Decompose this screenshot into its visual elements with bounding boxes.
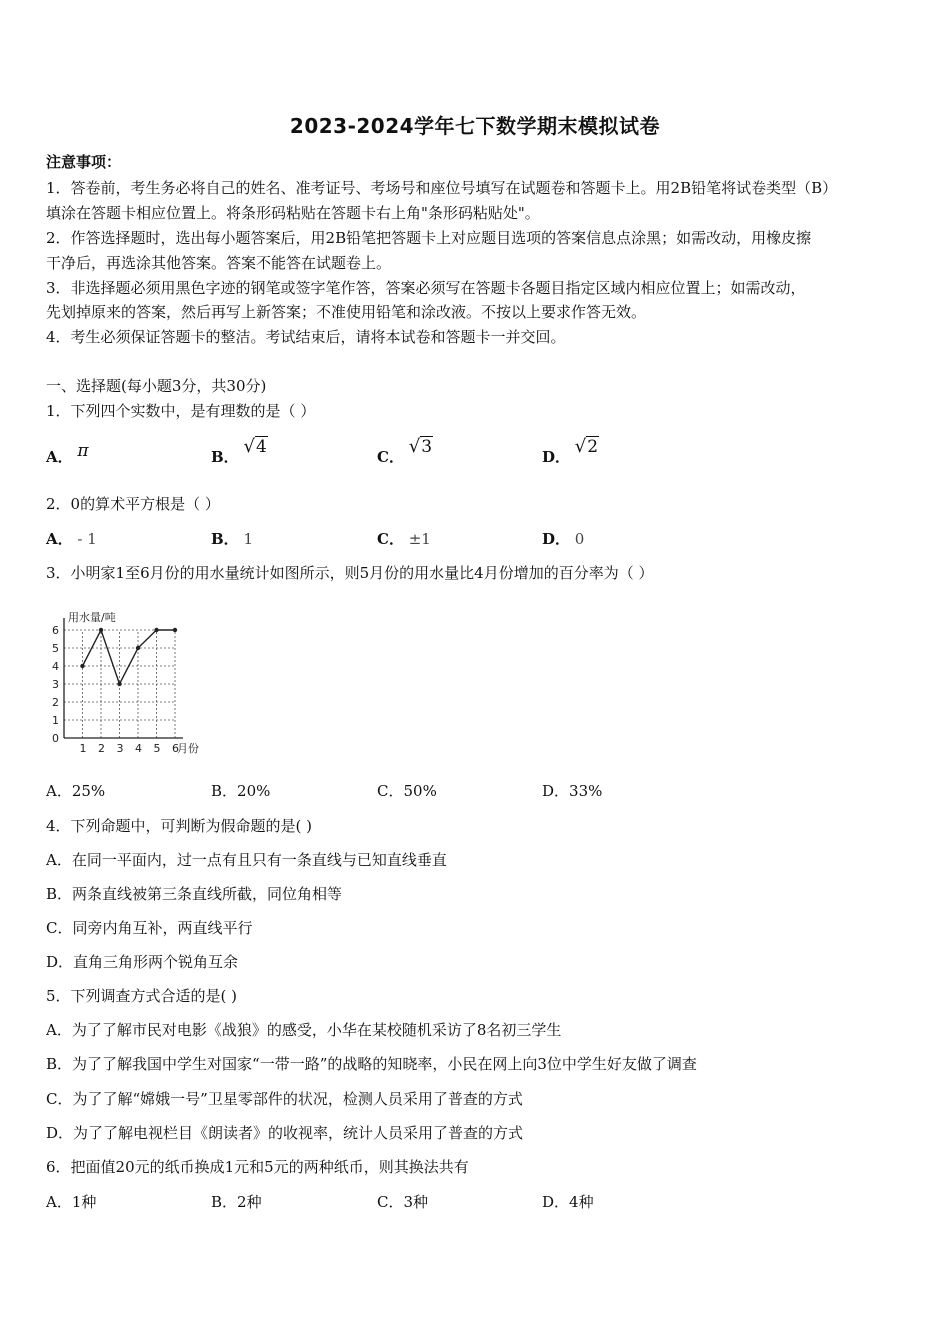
q4-option-d: D．直角三角形两个锐角互余 (46, 953, 239, 971)
sqrt-2 (575, 437, 599, 457)
option-letter: A． (46, 448, 73, 466)
data-point (80, 664, 84, 668)
notice-line: 填涂在答题卡相应位置上。将条形码粘贴在答题卡右上角"条形码粘贴处"。 (46, 204, 540, 222)
option-letter: D． (542, 530, 571, 548)
q4-option-a: A．在同一平面内，过一点有且只有一条直线与已知直线垂直 (46, 851, 447, 869)
data-point (136, 646, 140, 650)
option-value: ±1 (408, 530, 431, 548)
data-point (99, 628, 103, 632)
q6-option-b: B．2种 (211, 1193, 262, 1211)
notice-line: 1．答卷前，考生务必将自己的姓名、准考证号、考场号和座位号填写在试题卷和答题卡上。用2B铅笔将试卷类型（B） (46, 179, 838, 197)
q5-option-b: B．为了了解我国中学生对国家“一带一路”的战略的知晓率，小民在网上向3位中学生好友做了调查 (46, 1055, 697, 1073)
notice-line: 先划掉原来的答案，然后再写上新答案；不准使用铅笔和涂改液。不按以上要求作答无效。 (46, 303, 647, 321)
question-5-stem: 5．下列调查方式合适的是( ) (46, 987, 238, 1005)
q2-option-d (542, 529, 584, 549)
question-4-stem: 4．下列命题中，可判断为假命题的是( ) (46, 817, 313, 835)
page-title: 2023-2024学年七下数学期末模拟试卷 (289, 114, 661, 138)
radical-icon: √ (408, 436, 421, 457)
option-letter: C． (377, 530, 404, 548)
notice-heading: 注意事项： (46, 153, 122, 171)
question-3-stem: 3．小明家1至6月份的用水量统计如图所示，则5月份的用水量比4月份增加的百分率为（ ） (46, 564, 654, 582)
q6-option-a: A．1种 (46, 1193, 97, 1211)
notice-line: 2．作答选择题时，选出每小题答案后，用2B铅笔把答题卡上对应题目选项的答案信息点涂黑；如需改动，用橡皮擦 (46, 229, 812, 247)
x-tick-label: 2 (98, 742, 105, 755)
radical-icon: √ (574, 436, 587, 457)
q2-option-a (46, 529, 97, 549)
y-tick-label: 1 (52, 714, 59, 727)
q1-option-c (377, 436, 433, 467)
q1-option-a (46, 441, 89, 467)
question-1-stem: 1．下列四个实数中，是有理数的是（ ） (46, 402, 316, 420)
radicand: 3 (421, 437, 433, 457)
q4-option-b: B．两条直线被第三条直线所截，同位角相等 (46, 885, 343, 903)
x-axis-label: 月份 (177, 742, 199, 755)
q5-option-c: C．为了了解“嫦娥一号”卫星零部件的状况，检测人员采用了普查的方式 (46, 1090, 523, 1108)
section-heading: 一、选择题(每小题3分，共30分) (46, 377, 267, 395)
sqrt-3 (409, 437, 433, 457)
q6-option-d: D．4种 (542, 1193, 594, 1211)
x-tick-label: 6 (172, 742, 179, 755)
q3-option-d: D．33% (542, 782, 603, 800)
sqrt-4 (243, 437, 267, 457)
q3-option-a: A．25% (46, 782, 106, 800)
q5-option-d: D．为了了解电视栏目《朗读者》的收视率，统计人员采用了普查的方式 (46, 1124, 524, 1142)
option-letter: D． (542, 448, 571, 466)
q3-option-c: C．50% (377, 782, 437, 800)
radicand: 2 (587, 437, 599, 457)
notice-line: 4．考生必须保证答题卡的整洁。考试结束后，请将本试卷和答题卡一并交回。 (46, 328, 566, 346)
x-tick-label: 4 (135, 742, 142, 755)
data-point (154, 628, 158, 632)
data-point (173, 628, 177, 632)
q4-option-c: C．同旁内角互补，两直线平行 (46, 919, 253, 937)
pi-value: π (77, 441, 89, 461)
y-tick-label: 5 (52, 642, 59, 655)
option-letter: C． (377, 448, 404, 466)
radicand: 4 (255, 437, 267, 457)
y-tick-label: 3 (52, 678, 59, 691)
data-point (117, 682, 121, 686)
y-tick-label: 4 (52, 660, 59, 673)
q1-option-d (542, 436, 599, 467)
y-tick-label: 6 (52, 624, 59, 637)
option-value: 1 (243, 530, 254, 548)
x-tick-label: 5 (153, 742, 161, 755)
notice-line: 干净后，再选涂其他答案。答案不能答在试题卷上。 (46, 254, 392, 272)
water-usage-chart (44, 602, 219, 757)
notice-line: 3．非选择题必须用黑色字迹的钢笔或签字笔作答，答案必须写在答题卡各题目指定区域内相应位置上；如需改动， (46, 279, 806, 297)
question-2-stem: 2．0的算术平方根是（ ） (46, 495, 220, 513)
series-line (83, 630, 176, 684)
x-tick-label: 3 (116, 742, 124, 755)
radical-icon: √ (243, 436, 255, 457)
q2-option-b (211, 529, 253, 549)
x-tick-label: 1 (79, 742, 87, 755)
q3-option-b: B．20% (211, 782, 271, 800)
question-6-stem: 6．把面值20元的纸币换成1元和5元的两种纸币，则其换法共有 (46, 1158, 469, 1176)
y-tick-label: 2 (52, 696, 59, 709)
q6-option-c: C．3种 (377, 1193, 429, 1211)
option-value: 0 (574, 530, 585, 548)
option-letter: B． (211, 448, 239, 466)
q5-option-a: A．为了了解市民对电影《战狼》的感受，小华在某校随机采访了8名初三学生 (46, 1021, 562, 1039)
option-letter: B． (211, 530, 239, 548)
q2-option-c (377, 529, 431, 549)
q1-option-b (211, 436, 268, 467)
y-tick-label: 0 (52, 732, 59, 745)
y-axis-label: 用水量/吨 (68, 611, 116, 624)
option-letter: A． (46, 530, 73, 548)
option-value: - 1 (77, 530, 97, 548)
